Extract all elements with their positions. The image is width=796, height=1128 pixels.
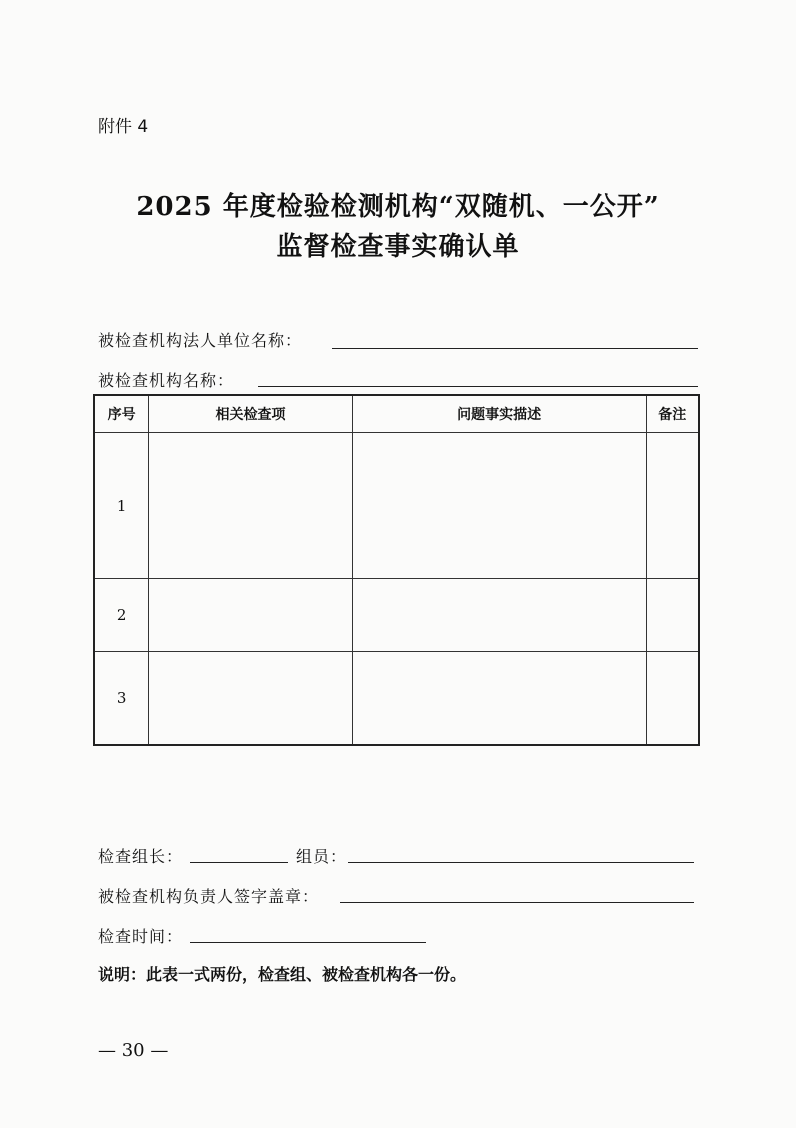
fact-confirmation-table <box>93 394 700 746</box>
row-number: 1 <box>94 433 149 579</box>
check-item-cell[interactable] <box>149 579 352 652</box>
check-item-cell[interactable] <box>149 433 352 579</box>
document-title-line2: 监督检查事实确认单 <box>276 232 520 262</box>
header-seq: 序号 <box>94 395 149 433</box>
legal-entity-blank[interactable] <box>332 348 698 349</box>
fact-description-cell[interactable] <box>352 433 646 579</box>
signature-blank[interactable] <box>340 902 694 903</box>
leader-blank[interactable] <box>190 862 288 863</box>
header-remarks: 备注 <box>646 395 699 433</box>
signature-label: 被检查机构负责人签字盖章： <box>98 887 320 906</box>
member-blank[interactable] <box>348 862 694 863</box>
page-number: — 30 — <box>98 1040 169 1061</box>
remarks-cell[interactable] <box>646 433 699 579</box>
attachment-label: 附件 4 <box>98 117 149 137</box>
institution-label: 被检查机构名称： <box>98 371 235 390</box>
table-header-row <box>94 395 699 433</box>
document-title-line1: 2025 年度检验检测机构“双随机、一公开” <box>136 192 660 222</box>
header-fact-description: 问题事实描述 <box>352 395 646 433</box>
time-label: 检查时间： <box>98 927 184 946</box>
explanation-note: 说明：此表一式两份，检查组、被检查机构各一份。 <box>98 965 467 984</box>
time-blank[interactable] <box>190 942 426 943</box>
remarks-cell[interactable] <box>646 652 699 745</box>
row-number: 3 <box>94 652 149 745</box>
fact-description-cell[interactable] <box>352 652 646 745</box>
row-number: 2 <box>94 579 149 652</box>
table-row <box>94 433 699 579</box>
institution-blank[interactable] <box>258 386 698 387</box>
fact-description-cell[interactable] <box>352 579 646 652</box>
header-check-item: 相关检查项 <box>149 395 352 433</box>
member-label: 组员： <box>296 847 348 866</box>
legal-entity-label: 被检查机构法人单位名称： <box>98 331 303 350</box>
table-row <box>94 579 699 652</box>
leader-label: 检查组长： <box>98 847 184 866</box>
remarks-cell[interactable] <box>646 579 699 652</box>
table-row <box>94 652 699 745</box>
check-item-cell[interactable] <box>149 652 352 745</box>
